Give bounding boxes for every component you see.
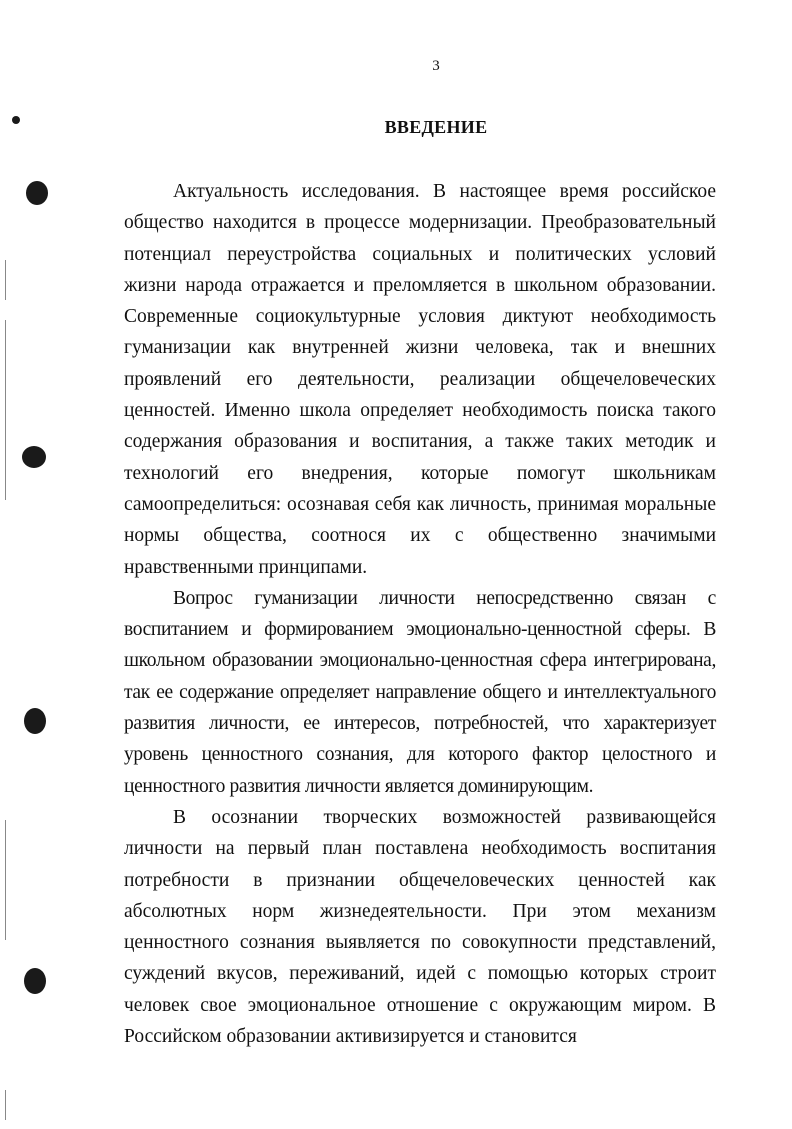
- page-number: 3: [432, 58, 440, 74]
- binder-hole-mark: [22, 446, 46, 468]
- scan-edge-line: [5, 1090, 6, 1120]
- section-heading: ВВЕДЕНИЕ: [384, 117, 488, 137]
- scan-edge-line: [5, 820, 6, 940]
- paragraph-creative-potential: В осознании творческих возможностей развивающейся личности на первый план поставлена необходимость воспитания потребности в признании общечеловеческих ценностей как абсолютных норм жизнедеятельности. При этом механизм ценностного сознания выявляется по совокупности представлений, суждений вкусов, переживаний, идей с помощью которых строит человек свое эмоциональное отношение с окружающим миром. В Российском образовании активизируется и становится: [124, 806, 716, 1048]
- scan-edge-line: [5, 320, 6, 500]
- binder-hole-mark: [26, 181, 48, 205]
- paragraph-relevance: Актуальность исследования. В настоящее время российское общество находится в процессе модернизации. Преобразовательный потенциал переустройства социальных и политических условий жизни народа отражается и преломляется в школьном образовании. Современные социокультурные условия диктуют необходимость гуманизации как внутренней жизни человека, так и внешних проявлений его деятельности, реализации общечеловеческих ценностей. Именно школа определяет необходимость поиска такого содержания образования и воспитания, а также таких методик и технологий его внедрения, которые помогут школьникам самоопределиться: осознавая себя как личность, принимая моральные нормы общества, соотнося их с общественно значимыми нравственными принципами.: [124, 181, 716, 578]
- body-text: [124, 176, 716, 1052]
- scan-edge-line: [5, 260, 6, 300]
- binder-hole-mark: [24, 968, 46, 994]
- paragraph-humanization: Вопрос гуманизации личности непосредственно связан с воспитанием и формированием эмоционально-ценностной сферы. В школьном образовании эмоционально-ценностная сфера интегрирована, так ее содержание определяет направление общего и интеллектуального развития личности, ее интересов, потребностей, что характеризует уровень ценностного сознания, для которого фактор целостного и ценностного развития личности является доминирующим.: [124, 587, 716, 797]
- binder-hole-mark: [24, 708, 46, 734]
